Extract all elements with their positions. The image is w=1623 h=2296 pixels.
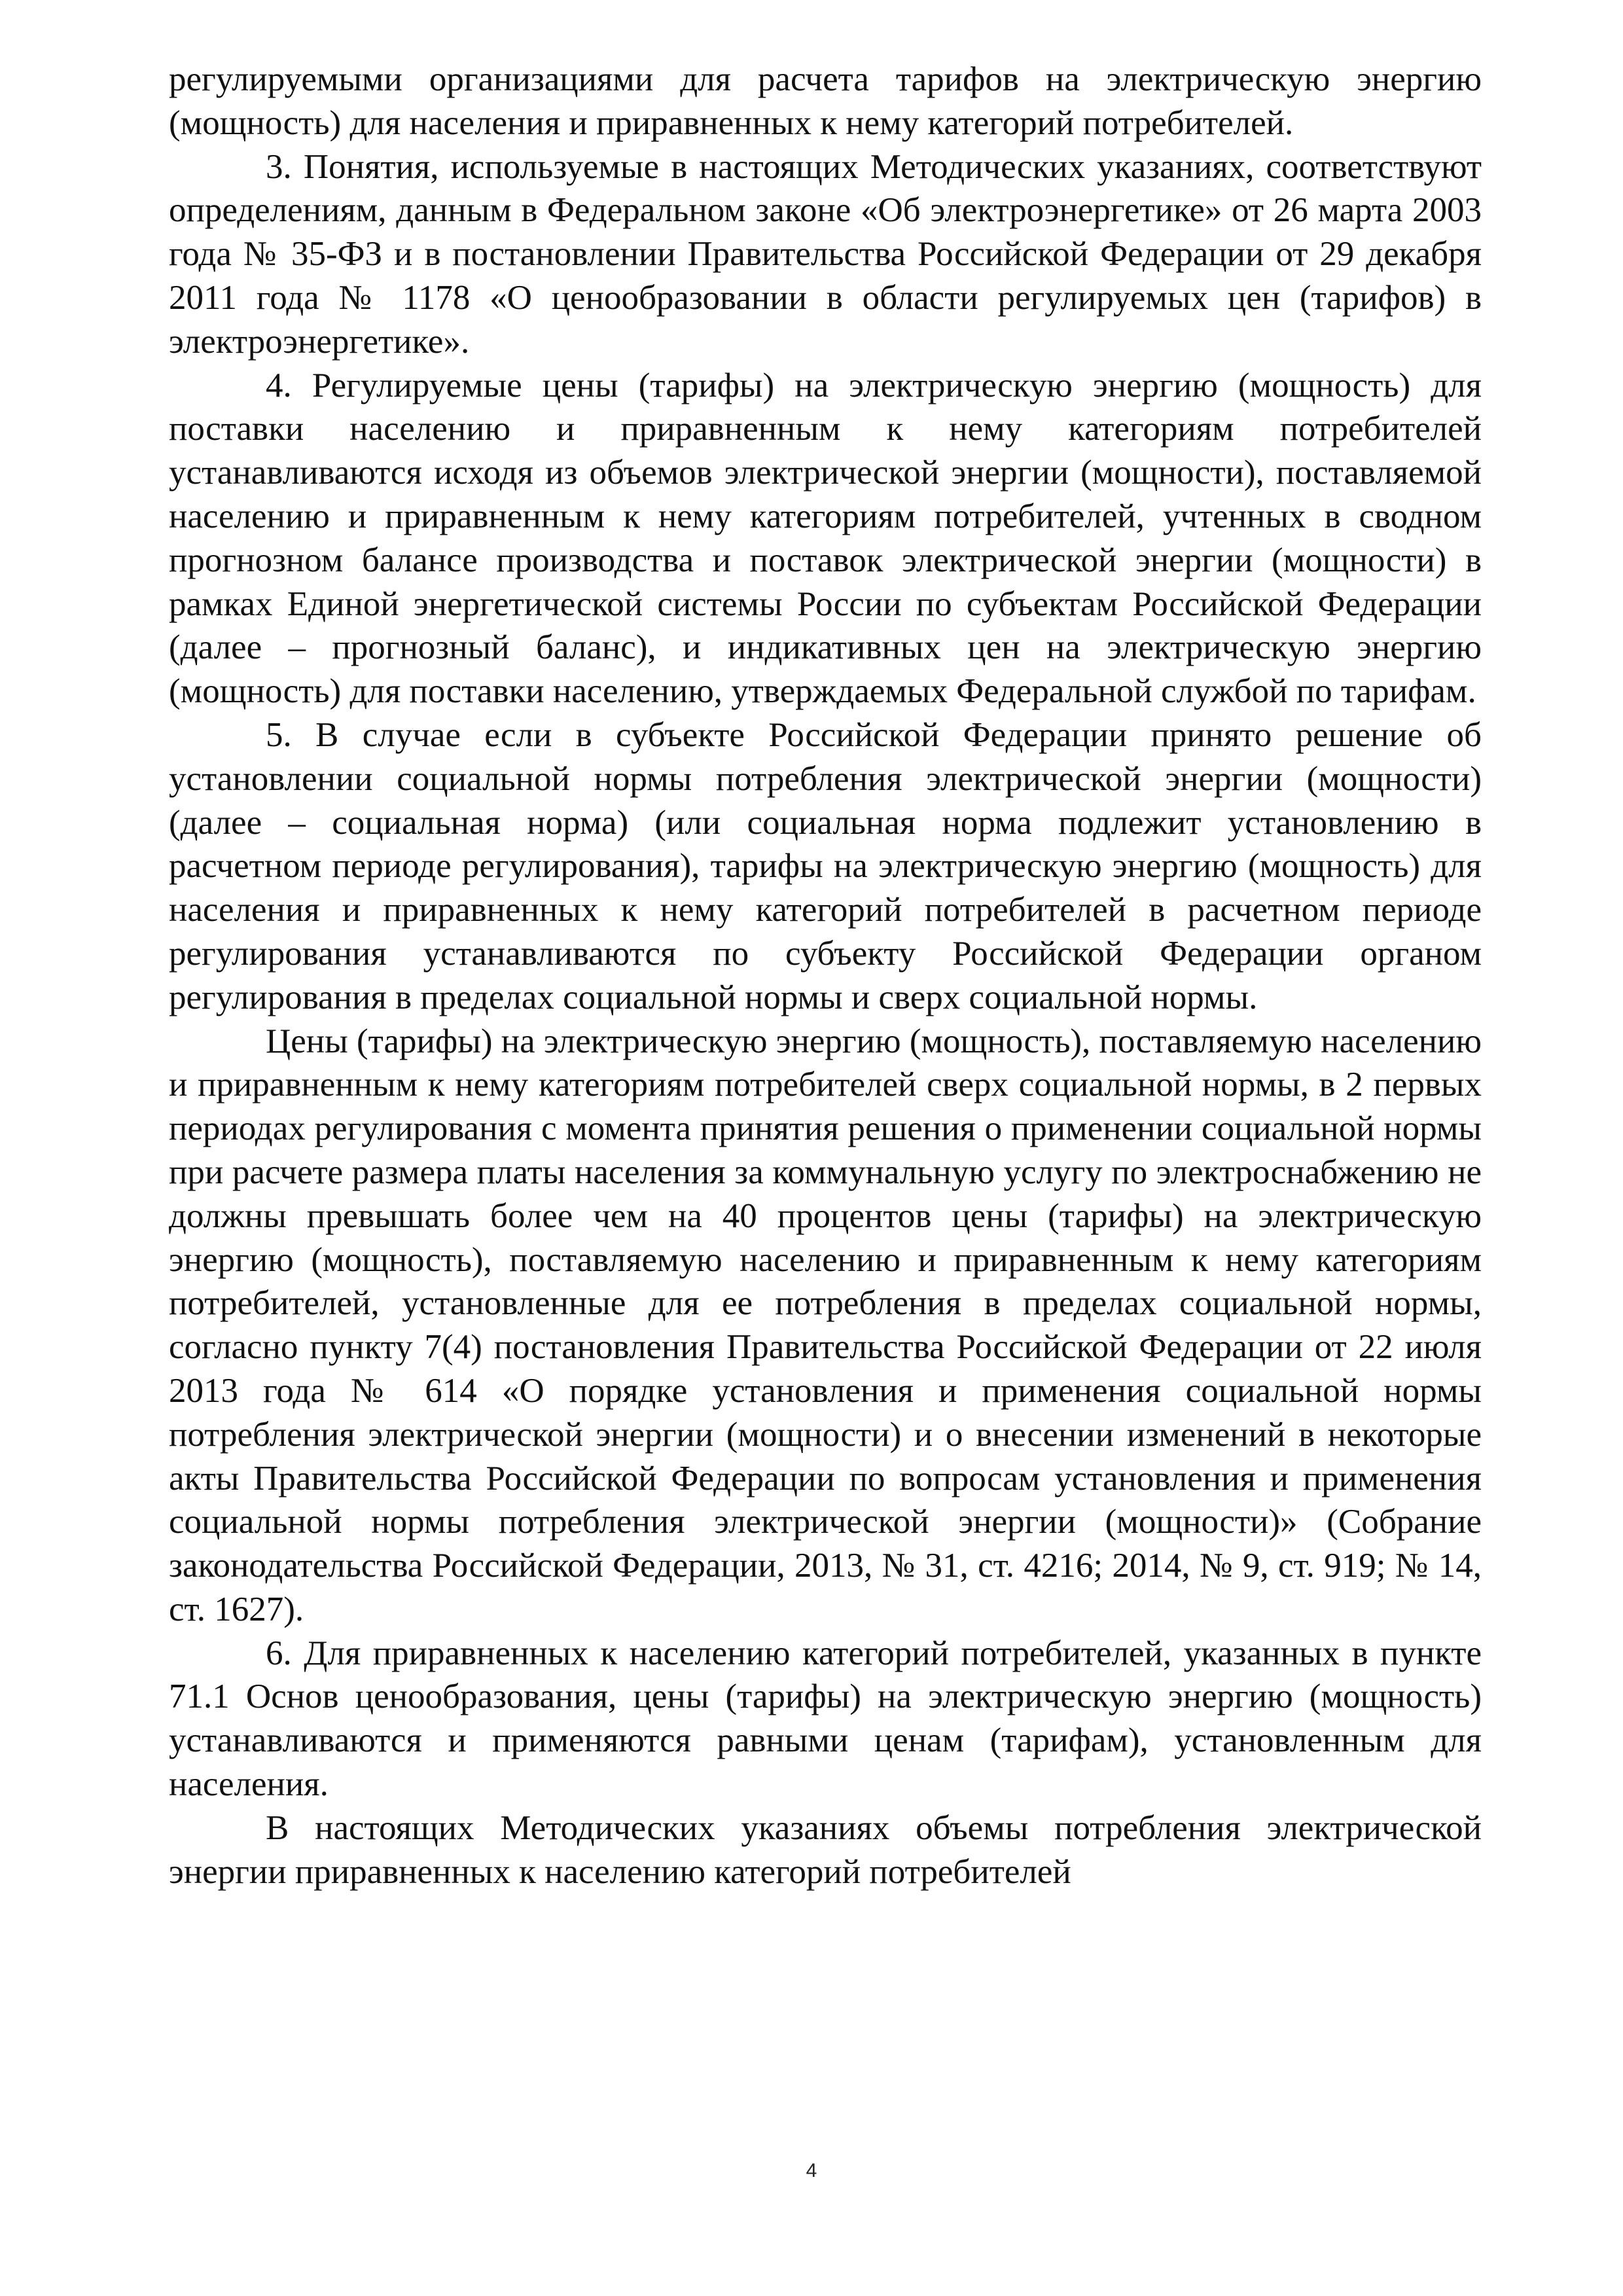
paragraph-5-above-norm-prices: Цены (тарифы) на электрическую энергию (мощность), поставляемую населению и приравненным к нему категориям потребителей сверх социальной нормы, в 2 первых периодах регулирования с момента принятия решения о применении социальной нормы при расчете размера платы населения за коммунальную услугу по электроснабжению не должны превышать более чем на 40 процентов цены (тарифы) на электрическую энергию (мощность), поставляемую населению и приравненным к нему категориям потребителей, установленные для ее потребления в пределах социальной нормы, согласно пункту 7(4) постановления Правительства Российской Федерации от 22 июля 2013 года № 614 «О порядке установления и применения социальной нормы потребления электрической энергии (мощности) и о внесении изменений в некоторые акты Правительства Российской Федерации по вопросам установления и применения социальной нормы потребления электрической энергии (мощности)» (Собрание законодательства Российской Федерации, 2013, № 31, ст. 4216; 2014, № 9, ст. 919; № 14, ст. 1627). bbox=[169, 1022, 1482, 1628]
document-body bbox=[169, 58, 1482, 1893]
paragraph-3-definitions: 3. Понятия, используемые в настоящих Методических указаниях, соответствуют определениям, данным в Федеральном законе «Об электроэнергетике» от 26 марта 2003 года № 35-ФЗ и в постановлении Правительства Российской Федерации от 29 декабря 2011 года № 1178 «О ценообразовании в области регулируемых цен (тарифов) в электроэнергетике». bbox=[169, 147, 1482, 361]
paragraph-6-equal-tariffs: 6. Для приравненных к населению категорий потребителей, указанных в пункте 71.1 Основ ценообразования, цены (тарифы) на электрическую энергию (мощность) устанавливаются и применяются равными ценам (тарифам), установленным для населения. bbox=[169, 1634, 1482, 1804]
paragraph-6-consumption-volumes: В настоящих Методических указаниях объемы потребления электрической энергии приравненных к населению категорий потребителей bbox=[169, 1808, 1482, 1891]
paragraph-continuation: регулируемыми организациями для расчета тарифов на электрическую энергию (мощность) для населения и приравненных к нему категорий потребителей. bbox=[169, 60, 1482, 142]
paragraph-4-regulated-prices: 4. Регулируемые цены (тарифы) на электрическую энергию (мощность) для поставки населению и приравненным к нему категориям потребителей устанавливаются исходя из объемов электрической энергии (мощности), поставляемой населению и приравненным к нему категориям потребителей, учтенных в сводном прогнозном балансе производства и поставок электрической энергии (мощности) в рамках Единой энергетической системы России по субъектам Российской Федерации (далее – прогнозный баланс), и индикативных цен на электрическую энергию (мощность) для поставки населению, утверждаемых Федеральной службой по тарифам. bbox=[169, 366, 1482, 711]
paragraph-5-social-norm: 5. В случае если в субъекте Российской Федерации принято решение об установлении социальной нормы потребления электрической энергии (мощности) (далее – социальная норма) (или социальная норма подлежит установлению в расчетном периоде регулирования), тарифы на электрическую энергию (мощность) для населения и приравненных к нему категорий потребителей в расчетном периоде регулирования устанавливаются по субъекту Российской Федерации органом регулирования в пределах социальной нормы и сверх социальной нормы. bbox=[169, 715, 1482, 1016]
page-number: 4 bbox=[806, 2160, 817, 2181]
